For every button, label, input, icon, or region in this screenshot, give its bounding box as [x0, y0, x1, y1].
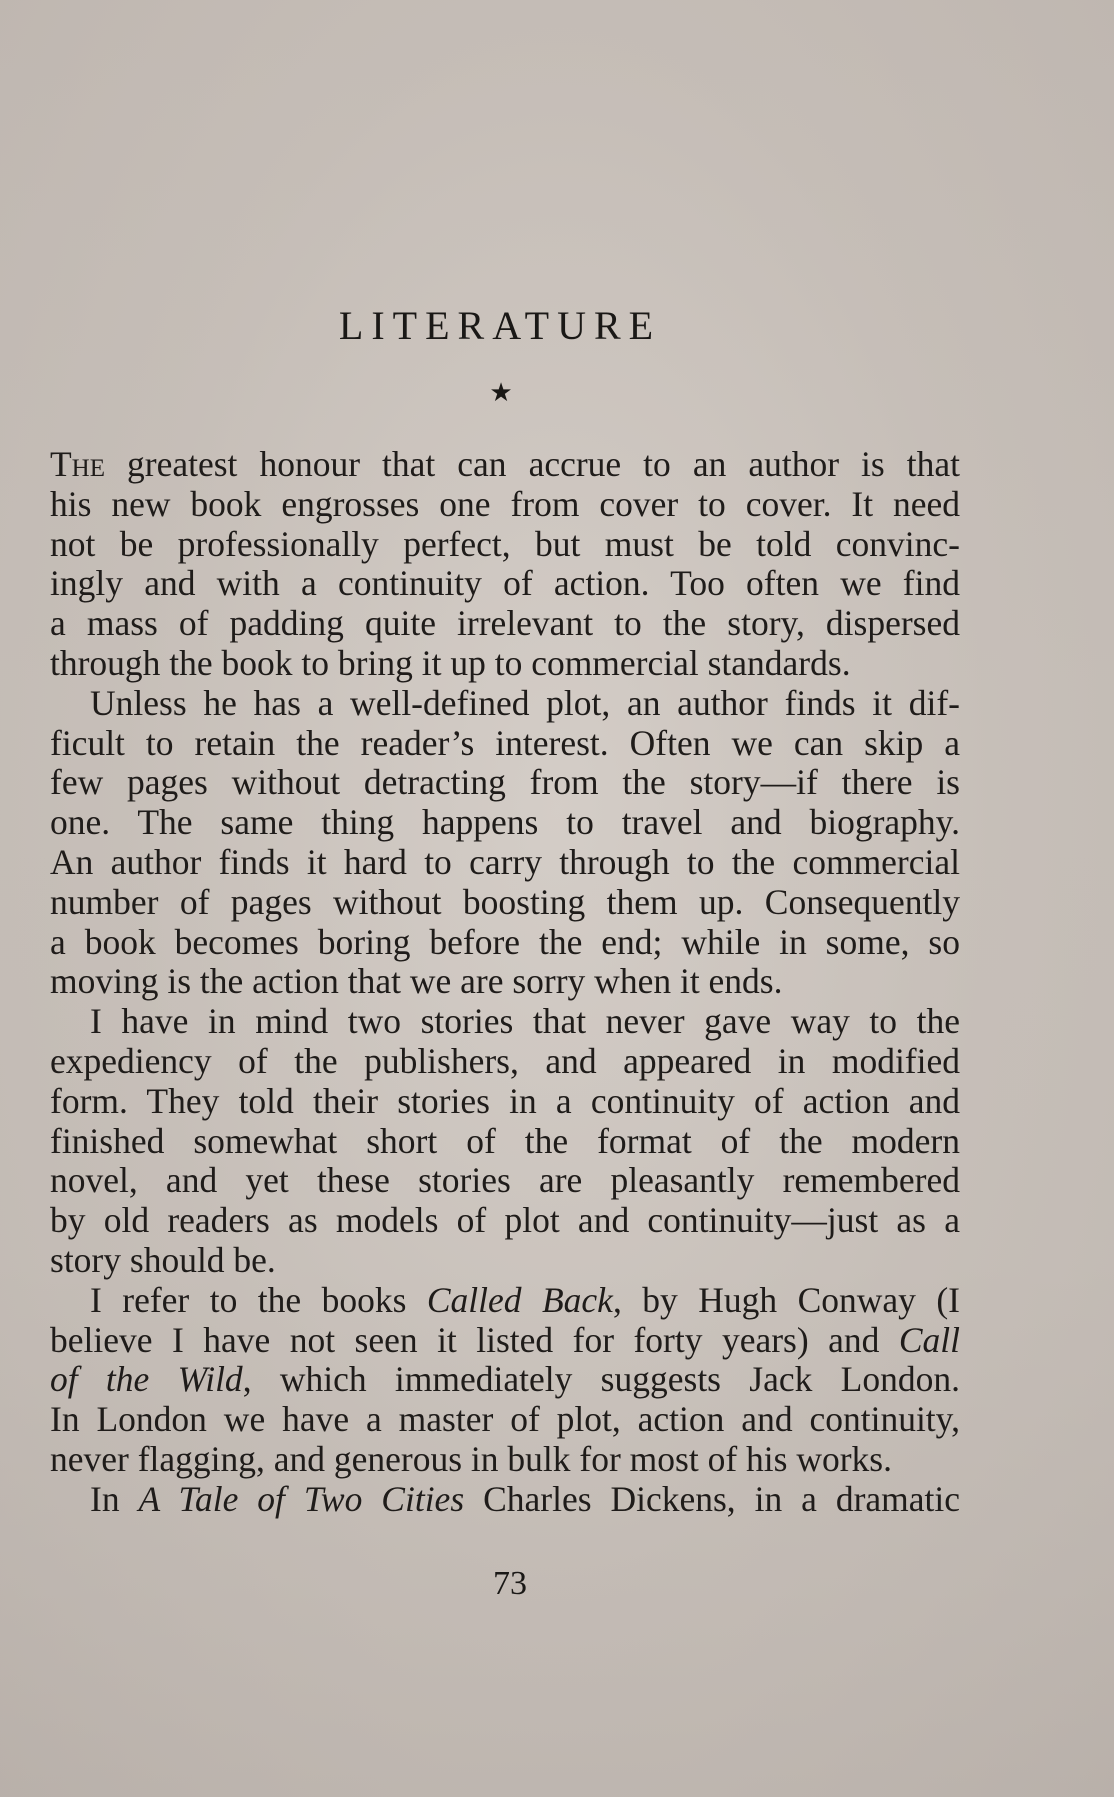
text-line: moving is the action that we are sorry when it ends. [50, 961, 783, 1002]
text-line: never flagging, and generous in bulk for most of his works. [50, 1438, 892, 1479]
text-line: through the book to bring it up to commercial standards. [50, 642, 851, 683]
text-line: number of pages without boosting them up. Consequently [50, 881, 960, 922]
opening-word: The [50, 444, 106, 484]
chapter-title: LITERATURE [338, 303, 662, 348]
text-line: a mass of padding quite irrelevant to the story, dispersed [50, 603, 960, 644]
paragraph-4 [50, 1281, 960, 1480]
text-line: In London we have a master of plot, action and continuity, [50, 1399, 960, 1440]
book-title: A Tale of Two Cities [138, 1478, 465, 1519]
paragraph-2 [50, 684, 960, 1002]
paragraph-5 [50, 1480, 960, 1520]
text-line: story should be. [50, 1239, 276, 1280]
text-line: finished somewhat short of the format of the modern [50, 1120, 960, 1161]
text-line: In A Tale of Two Cities Charles Dickens, in a dramatic [90, 1478, 960, 1519]
text-line: form. They told their stories in a continuity of action and [50, 1080, 960, 1121]
paragraph-3 [50, 1002, 960, 1281]
text-line: The greatest honour that can accrue to an author is that [50, 444, 960, 484]
page-number: 73 [493, 1565, 527, 1602]
star-ornament-icon: ★ [489, 378, 513, 408]
text-line: novel, and yet these stories are pleasantly remembered [50, 1160, 960, 1201]
book-title: Called Back [426, 1279, 613, 1320]
book-title: Call [898, 1319, 960, 1360]
text-line: one. The same thing happens to travel and biography. [50, 802, 960, 843]
text-line: few pages without detracting from the story—if there is [50, 762, 960, 803]
text-line: ingly and with a continuity of action. Too often we find [50, 563, 960, 604]
text-line: expediency of the publishers, and appeared in modified [50, 1040, 960, 1081]
text-line: of the Wild, which immediately suggests Jack London. [50, 1359, 960, 1400]
paragraph-1 [50, 445, 960, 684]
text-line: An author finds it hard to carry through to the commercial [50, 841, 960, 882]
text-line: by old readers as models of plot and continuity—just as a [50, 1200, 960, 1241]
text-line: a book becomes boring before the end; while in some, so [50, 921, 960, 962]
text-line: believe I have not seen it listed for forty years) and Call [50, 1319, 960, 1360]
text-line: I have in mind two stories that never gave way to the [90, 1001, 960, 1042]
text-line: not be professionally perfect, but must be told convinc- [50, 523, 960, 564]
text-line: his new book engrosses one from cover to cover. It need [50, 483, 960, 524]
body-text [50, 445, 960, 1520]
text-line: Unless he has a well-defined plot, an author finds it dif- [90, 682, 960, 723]
text-line: ficult to retain the reader’s interest. Often we can skip a [50, 722, 960, 763]
text-line: I refer to the books Called Back, by Hugh Conway (I [90, 1279, 960, 1320]
book-title: of the Wild [50, 1359, 243, 1400]
